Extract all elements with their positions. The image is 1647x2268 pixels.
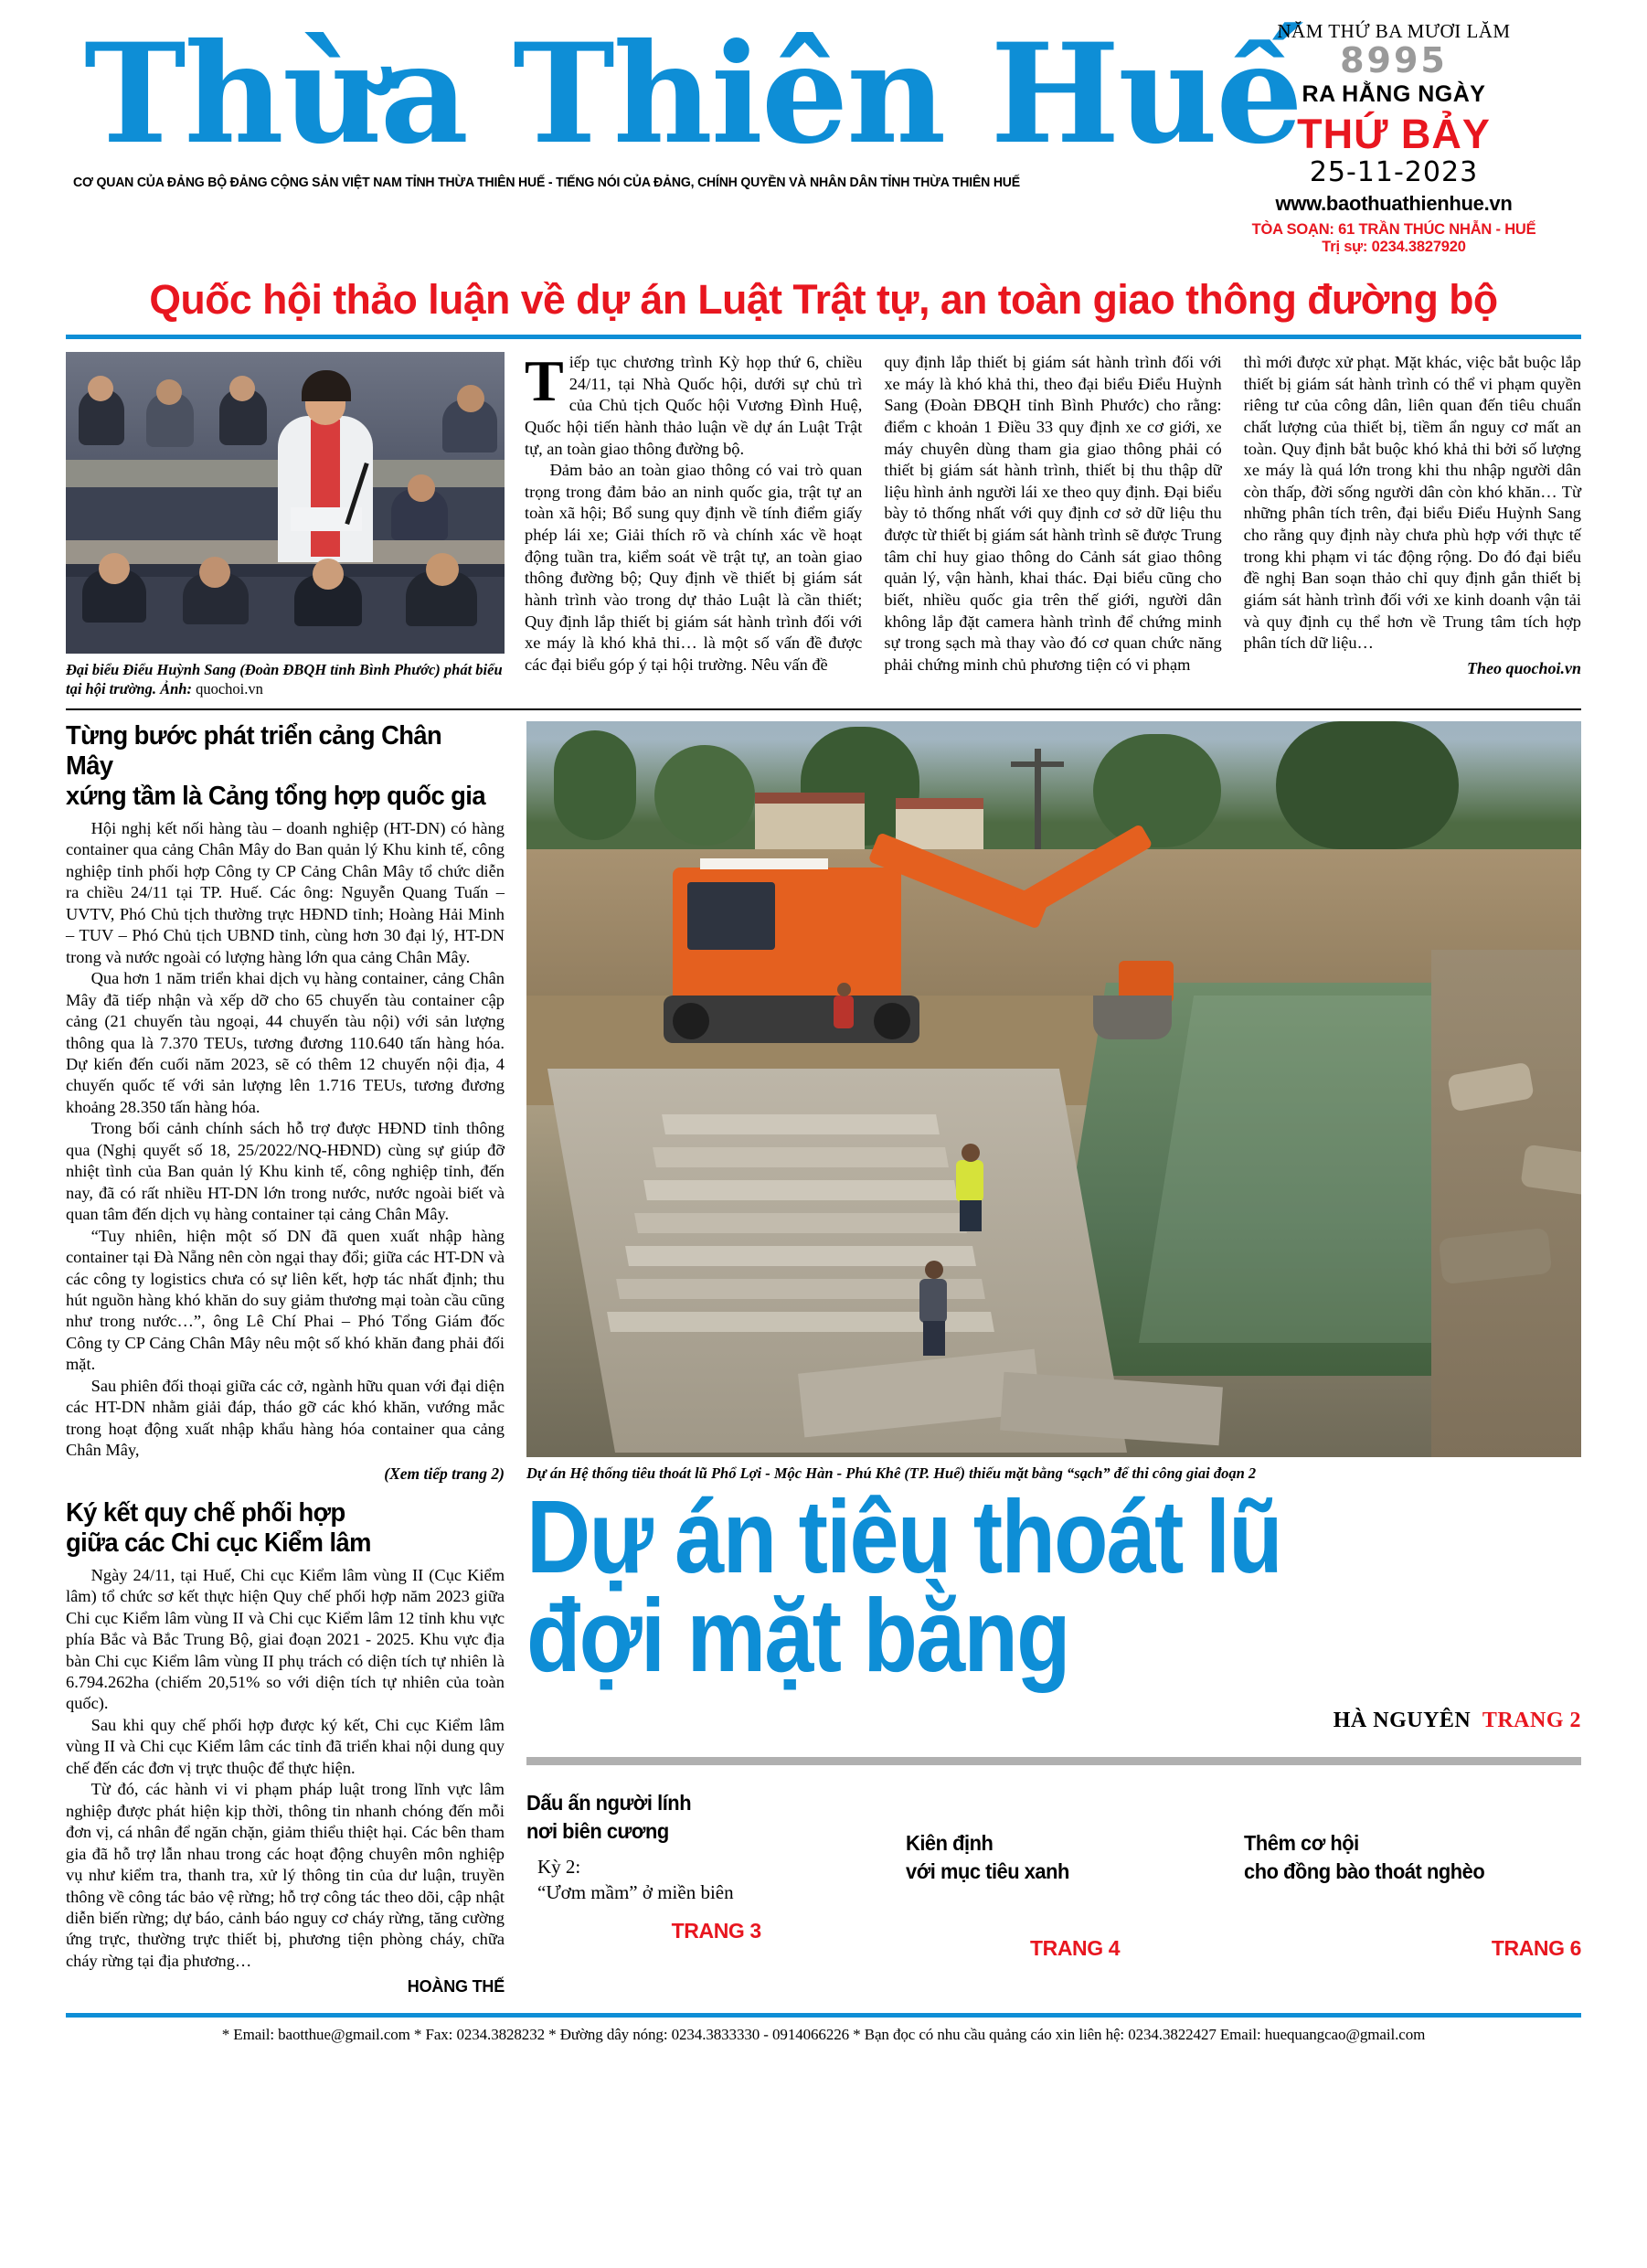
- forest-article-headline[interactable]: [66, 1498, 487, 1559]
- excavator-canal-photo: [526, 721, 1581, 1457]
- port-article-headline[interactable]: [66, 721, 487, 812]
- lead-column-3: [1244, 352, 1581, 699]
- feature-photo-caption: Dự án Hệ thống tiêu thoát lũ Phổ Lợi - Mộc Hàn - Phú Khê (TP. Huế) thiếu mặt bằng “sạch” để thi công giai đoạn 2: [526, 1464, 1257, 1482]
- port-paragraph: “Tuy nhiên, hiện một số DN đã quen xuất nhập hàng container tại Đà Nẵng nên còn ngại thay đổi; giữa các HT-DN và các công ty logistics chưa có sự liên kết, hợp tác nhất định; thu hút nguồn hàng khó khăn do suy giảm thương mại toàn cầu cũng như trong nước…”, ông Lê Chí Phai – Phó Tổng Giám đốc Công ty CP Cảng Chân Mây nêu một số khó khăn đang phải đối mặt.: [66, 1226, 505, 1374]
- teaser-item[interactable]: [1244, 1789, 1581, 1961]
- port-paragraph: Trong bối cảnh chính sách hỗ trợ được HĐND tỉnh thông qua (Nghị quyết số 18, 25/2022/NQ-HĐND) cùng sự giúp đỡ nhiệt tình của Ban quản lý Khu kinh tế, công nghiệp tỉnh, đến nay, đã có rất nhiều HT-DN lớn trong nước, nước ngoài biết và quan tâm đến dịch vụ hàng container tại cảng Chân Mây.: [66, 1119, 505, 1224]
- lead-column-2: [884, 352, 1221, 699]
- newspaper-title: Thừa Thiên Huế: [84, 14, 1302, 175]
- masthead: [66, 0, 1581, 274]
- feature-byline: [526, 1709, 1581, 1733]
- forest-headline-line1: Ký kết quy chế phối hợp: [66, 1497, 345, 1528]
- lead-headline[interactable]: Quốc hội thảo luận về dự án Luật Trật tự, an toàn giao thông đường bộ: [149, 276, 1498, 323]
- lead-article: [66, 348, 1581, 699]
- teaser-subtitle: Kỳ 2: “Ươm mầm” ở miền biên: [537, 1856, 734, 1904]
- lead-photo-block: [66, 352, 505, 699]
- weekday-label: THỨ BẢY: [1297, 110, 1491, 157]
- teaser-strip: [526, 1789, 1581, 1961]
- masthead-left: [66, 0, 1302, 190]
- lead-paragraph: quy định lắp thiết bị giám sát hành trình đối với xe máy là khó khả thi, theo đại biểu Điểu Huỳnh Sang (Đoàn ĐBQH tỉnh Bình Phước) cho rằng: điểm c khoản 1 Điều 33 quy định xe cơ giới, xe máy chuyên dùng tham gia giao thông phải có thiết bị giám sát hành trình, thiết bị thu thập dữ liệu hình ảnh người lái xe theo quy định. Đại biểu bày tỏ thống nhất với quy định cơ sở dữ liệu thu được từ thiết bị giám sát hành trình sẽ được Trung tâm chỉ huy giao thông do Cảnh sát giao thông quản lý, vận hành, khai thác. Đại biểu cũng cho biết, nhiều quốc gia trên thế giới, người dân không lắp đặt camera hành trình để chứng minh sự trong sạch mà thay vào đó cơ quan chức năng phải chứng minh chủ phương tiện có vi phạm: [884, 353, 1222, 674]
- forest-article-body: [66, 1565, 505, 1973]
- port-article-body: [66, 818, 505, 1462]
- assembly-hall-photo: [66, 352, 505, 654]
- forest-paragraph: Từ đó, các hành vi vi phạm pháp luật trong lĩnh vực lâm nghiệp được phát hiện kịp thời, thông tin nhanh chóng đến mỗi đơn vị, cá nhân để ngăn chặn, giảm thiểu thiệt hại. Các bên tham gia đã hỗ trợ lẫn nhau trong các hoạt động chuyên môn nghiệp vụ như kiểm tra, thanh tra, xử lý thông tin của dư luận, truyền thông về công tác bảo vệ rừng; hỗ trợ công tác theo dõi, cập nhật diễn biến rừng; dự báo, cảnh báo nguy cơ cháy rừng, tăng cường ứng trực, thường trực thiết bị, phương tiện phòng cháy, chữa cháy rừng tại địa phương…: [66, 1780, 505, 1970]
- masthead-info-block: [1206, 20, 1581, 256]
- port-paragraph: Qua hơn 1 năm triển khai dịch vụ hàng container, cảng Chân Mây đã tiếp nhận và xếp dỡ cho 65 chuyến tàu container cập cảng (21 chuyến tàu ngoại, 44 chuyến tàu nội) với sản lượng thông qua là 7.370 TEUs, tương đương 110.640 tấn hàng hóa. Dự kiến đến cuối năm 2023, sẽ có thêm 12 chuyến nội địa, 4 chuyến quốc tế với sản lượng lên 1.716 TEUs, tương đương khoảng 28.350 tấn hàng hóa.: [66, 969, 505, 1116]
- left-column: [66, 721, 505, 1996]
- office-phone: Trị sự: 0234.3827920: [1322, 238, 1466, 255]
- lead-credit: Theo quochoi.vn: [1466, 658, 1581, 677]
- publication-date: 25-11-2023: [1309, 156, 1479, 189]
- lead-paragraph: Đảm bảo an toàn giao thông có vai trò quan trọng trong đảm bảo an ninh quốc gia, trật tự an toàn xã hội; Bổ sung quy định về tính điểm giấy phép lái xe; Giải thích rõ và chính xác về hoạt động tuần tra, kiểm soát về trật tự, an toàn giao thông đường bộ; Quy định về thiết bị giám sát hành trình vào trong dự thảo Luật là cần thiết; Quy định lắp thiết bị giám sát hành trình đối với xe máy là khó khả thi… là một số vấn đề được các đại biểu góp ý tại hội trường. Nêu vấn đề: [525, 461, 863, 674]
- lead-photo-caption: Đại biểu Điểu Huỳnh Sang (Đoàn ĐBQH tỉnh Bình Phước) phát biểu tại hội trường. Ảnh: quochoi.vn: [66, 661, 503, 698]
- teaser-title: Dấu ấn người lính nơi biên cương: [526, 1791, 692, 1843]
- feature-page-ref[interactable]: TRANG 2: [1482, 1709, 1581, 1732]
- issue-number: 8995: [1340, 40, 1448, 80]
- lead-text-columns: [525, 348, 1581, 699]
- divider-gray-teasers: [526, 1757, 1581, 1765]
- edition-year: NĂM THỨ BA MƯƠI LĂM: [1277, 20, 1511, 42]
- feature-headline[interactable]: [526, 1479, 1433, 1693]
- port-headline-line2: xứng tầm là Cảng tổng hợp quốc gia: [66, 781, 485, 811]
- teaser-page-ref[interactable]: TRANG 6: [1491, 1936, 1581, 1961]
- publication-frequency: RA HẰNG NGÀY: [1302, 80, 1486, 107]
- footer-contact-line: * Email: baotthue@gmail.com * Fax: 0234.3828232 * Đường dây nóng: 0234.3833330 - 0914066226 * Bạn đọc có nhu cầu quảng cáo xin liên hệ: 0234.3822427 Email: huequangcao@gmail.com: [221, 2026, 1426, 2044]
- lead-paragraph: thì mới được xử phạt. Mặt khác, việc bắt buộc lắp thiết bị giám sát hành trình có thể vi phạm quyền riêng tư của công dân, liên quan đến tiêu chuẩn chất lượng của thiết bị, tiềm ẩn nguy cơ mất an toàn. Quy định bắt buộc khó khả thi bởi số lượng xe máy là quá lớn trong khi thu nhập người dân còn thấp, đời sống người dân còn khó khăn… Từ những phân tích trên, đại biểu Điểu Huỳnh Sang cho rằng quy định này chưa phù hợp với thực tế trong khi phạm vi tác động rộng. Do đó đại biểu đề nghị Ban soạn thảo chỉ quy định gắn thiết bị giám sát hành trình đối với xe kinh doanh vận tải và quy định cụ thể hơn về Trung tâm tích hợp phân tích dữ liệu…: [1243, 353, 1581, 653]
- lead-paragraph: Tiếp tục chương trình Kỳ họp thứ 6, chiều 24/11, tại Nhà Quốc hội, dưới sự chủ trì của Chủ tịch Quốc hội Vương Đình Huệ, Quốc hội tiến hành thảo luận về dự án Luật Trật tự, an toàn giao thông đường bộ.: [525, 348, 863, 458]
- divider-thin: [66, 708, 1581, 710]
- port-headline-line1: Từng bước phát triển cảng Chân Mây: [66, 720, 442, 781]
- website-url[interactable]: www.baothuathienhue.vn: [1275, 191, 1513, 215]
- right-column: [526, 721, 1581, 1996]
- forest-headline-line2: giữa các Chi cục Kiểm lâm: [66, 1528, 371, 1558]
- teaser-title: Thêm cơ hội cho đồng bào thoát nghèo: [1243, 1831, 1484, 1883]
- masthead-tagline: CƠ QUAN CỦA ĐẢNG BỘ ĐẢNG CỘNG SẢN VIỆT NAM TỈNH THỪA THIÊN HUẾ - TIẾNG NÓI CỦA ĐẢNG, CHÍNH QUYỀN VÀ NHÂN DÂN TỈNH THỪA THIÊN HUẾ: [73, 176, 1020, 190]
- office-address: TÒA SOẠN: 61 TRẦN THÚC NHẪN - HUẾ: [1251, 220, 1536, 238]
- feature-headline-line1: Dự án tiêu thoát lũ: [526, 1479, 1281, 1595]
- teaser-title: Kiên định với mục tiêu xanh: [906, 1831, 1070, 1883]
- port-continued-link[interactable]: (Xem tiếp trang 2): [384, 1464, 505, 1483]
- forest-byline: HOÀNG THẾ: [407, 1977, 505, 1996]
- divider-blue-top: [66, 335, 1581, 339]
- divider-blue-bottom: [66, 2013, 1581, 2018]
- forest-paragraph: Ngày 24/11, tại Huế, Chi cục Kiểm lâm vùng II (Cục Kiểm lâm) tổ chức sơ kết thực hiện Quy chế phối hợp năm 2023 giữa Chi cục Kiểm lâm vùng II và Chi cục Kiểm lâm 12 tỉnh khu vực phía Bắc và Bắc Trung Bộ, giai đoạn 2021 - 2025. Khu vực địa bàn Chi cục Kiểm lâm vùng II phụ trách có diện tích tự nhiên là 6.794.262ha (chiếm 20,51% so với diện tích tự nhiên của toàn quốc).: [66, 1565, 505, 1713]
- port-paragraph: Hội nghị kết nối hàng tàu – doanh nghiệp (HT-DN) có hàng container qua cảng Chân Mây do Ban quản lý Khu kinh tế, công nghiệp tỉnh phối hợp Công ty CP Cảng Chân Mây tổ chức diễn ra chiều 24/11 tại TP. Huế. Các ông: Nguyễn Quang Tuấn – UVTV, Phó Chủ tịch thường trực HĐND tỉnh; Hoàng Hải Minh – TUV – Phó Chủ tịch UBND tỉnh, cùng hơn 30 đại lý, HT-DN trong và nước ngoài có lượng hàng lớn qua cảng Chân Mây.: [66, 819, 505, 966]
- teaser-page-ref[interactable]: TRANG 3: [671, 1918, 761, 1943]
- feature-headline-line2: đợi mặt bằng: [526, 1577, 1069, 1693]
- teaser-item[interactable]: [526, 1789, 906, 1961]
- lead-column-1: [525, 348, 863, 699]
- port-paragraph: Sau phiên đối thoại giữa các cở, ngành hữu quan với đại diện các HT-DN nhằm giải đáp, tháo gỡ các khó khăn, vướng mắc trong hoạt động xuất nhập khẩu hàng hóa container qua cảng Chân Mây,: [66, 1376, 505, 1460]
- forest-paragraph: Sau khi quy chế phối hợp được ký kết, Chi cục Kiểm lâm vùng II và Chi cục Kiểm lâm các tỉnh đã triển khai nội dung quy chế đến các đơn vị trực thuộc để thực hiện.: [66, 1715, 505, 1777]
- teaser-item[interactable]: [906, 1789, 1243, 1961]
- feature-author: HÀ NGUYÊN: [1333, 1709, 1472, 1732]
- middle-section: [66, 721, 1581, 1996]
- teaser-page-ref[interactable]: TRANG 4: [1029, 1936, 1121, 1961]
